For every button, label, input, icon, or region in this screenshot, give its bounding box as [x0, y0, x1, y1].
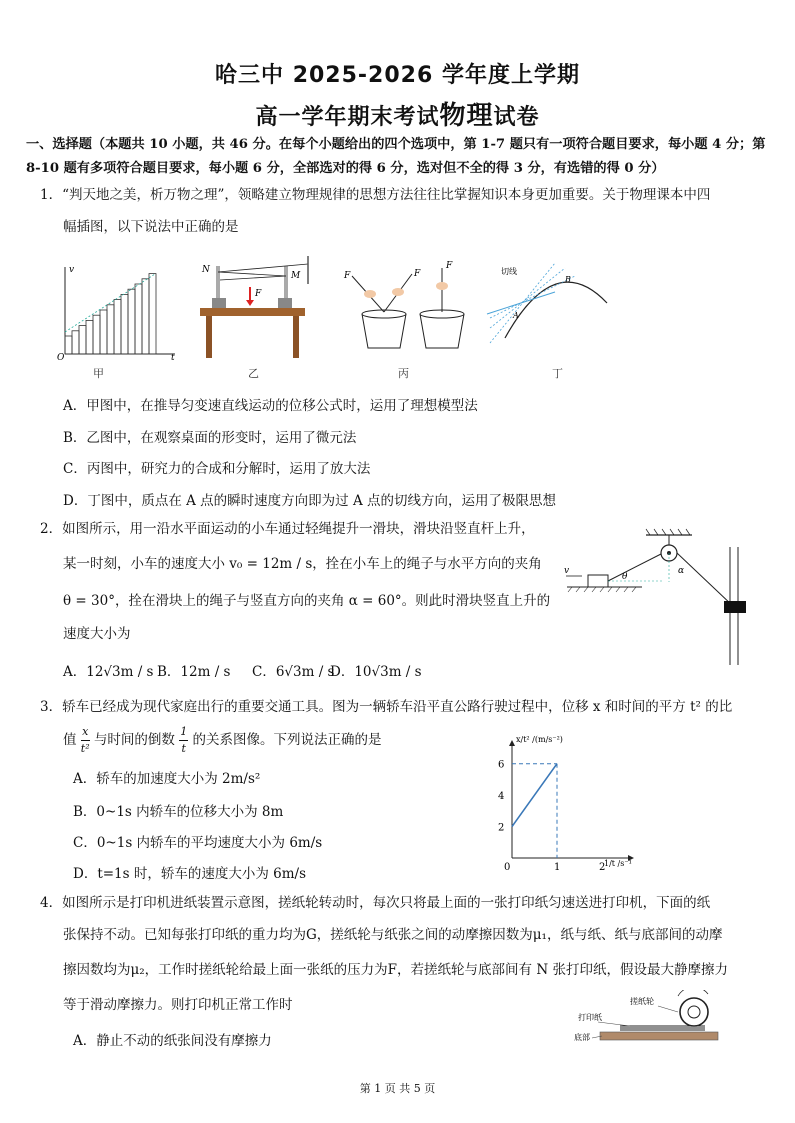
exam-title-line1: 哈三中 2025-2026 学年度上学期 — [215, 63, 580, 88]
fig-label-jia: 甲 — [93, 367, 104, 380]
q3-option-d: D．t=1s 时，轿车的速度大小为 6m/s — [73, 866, 307, 882]
chart-ylabel: x/t² /(m/s⁻²) — [516, 735, 563, 744]
y-tick-label: 4 — [498, 791, 505, 803]
series-line — [512, 764, 557, 827]
q1-figure-bing — [340, 256, 465, 356]
q1-figure-ding — [485, 258, 615, 358]
step-bar — [93, 315, 100, 354]
q3-option-b: B．0~1s 内轿车的位移大小为 8m — [73, 804, 284, 820]
label-alpha: α — [678, 566, 685, 576]
q3-line1: 3．轿车已经成为现代家庭出行的重要交通工具。图为一辆轿车沿平直公路行驶过程中，位移 x 和时间的平方 t² 的比 — [40, 699, 733, 715]
q4-line4: 等于滑动摩擦力。则打印机正常工作时 — [63, 997, 293, 1013]
q3-line2-mid: 与时间的倒数 — [93, 732, 175, 748]
label-f1: F — [344, 271, 351, 281]
q3-frac1-den: t² — [80, 742, 90, 755]
q2-option-d: D．10√3m / s — [330, 664, 422, 680]
x-tick-label: 2 — [599, 862, 606, 873]
q3-line2-prefix: 值 — [63, 732, 77, 748]
q4-line1: 4．如图所示是打印机进纸装置示意图，搓纸轮转动时，每次只将最上面的一张打印纸匀速送进打印机，下面的纸 — [40, 895, 711, 911]
step-bar — [142, 279, 149, 354]
q3-option-a: A．轿车的加速度大小为 2m/s² — [73, 771, 261, 787]
label-b: B — [565, 275, 571, 284]
label-a: A — [513, 311, 519, 320]
q3-frac2 — [179, 724, 188, 757]
chart-xlabel: 1/t /s⁻¹ — [604, 859, 632, 868]
step-bar — [86, 320, 93, 354]
q2-line3: θ = 30°，拴在滑块上的绳子与竖直方向的夹角 α = 60°。则此时滑块竖直上升的 — [63, 593, 551, 609]
label-v0: v — [564, 566, 570, 576]
step-bar — [128, 289, 135, 354]
q1-option-b: B．乙图中，在观察桌面的形变时，运用了微元法 — [63, 430, 357, 446]
q1-option-a: A．甲图中，在推导匀变速直线运动的位移公式时，运用了理想模型法 — [63, 398, 478, 414]
label-roller: 搓纸轮 — [630, 997, 654, 1006]
label-tangent: 切线 — [501, 267, 517, 276]
step-bar — [79, 326, 86, 354]
q2-option-a: A．12√3m / s — [63, 664, 154, 680]
step-bar — [107, 305, 114, 354]
q4-option-a: A．静止不动的纸张间没有摩擦力 — [73, 1033, 272, 1049]
q3-line2-suffix: 的关系图像。下列说法正确的是 — [192, 732, 382, 748]
q1-stem-line2: 幅插图，以下说法中正确的是 — [63, 219, 239, 235]
y-axis-arrow — [509, 740, 515, 746]
exam-title-line2 — [0, 95, 795, 132]
label-base: 底部 — [574, 1033, 590, 1042]
q4-figure-printer — [570, 990, 725, 1050]
label-f3: F — [446, 261, 453, 271]
y-tick-label: 6 — [498, 759, 505, 771]
title-subject: 物理 — [439, 101, 494, 131]
q1-figure-yi — [190, 254, 315, 359]
title-suffix: 试卷 — [493, 105, 540, 130]
q3-frac2-den: t — [181, 742, 186, 755]
label-theta: θ — [622, 572, 628, 582]
step-bar — [72, 331, 79, 354]
step-bar — [149, 274, 156, 354]
step-bar — [114, 300, 121, 354]
q1-option-c: C．丙图中，研究力的合成和分解时，运用了放大法 — [63, 461, 371, 477]
y-tick-label: 2 — [498, 822, 505, 834]
q1-option-d: D．丁图中，质点在 A 点的瞬时速度方向即为过 A 点的切线方向，运用了极限思想 — [63, 493, 556, 509]
label-n: N — [202, 265, 210, 275]
q3-frac1 — [81, 724, 90, 757]
q2-line4: 速度大小为 — [63, 626, 131, 642]
x-tick-label: 1 — [554, 862, 561, 873]
step-bar — [121, 294, 128, 354]
label-paper: 打印纸 — [578, 1013, 602, 1022]
q2-line2: 某一时刻，小车的速度大小 v₀ = 12m / s，拴在小车上的绳子与水平方向的夹角 — [63, 556, 542, 572]
page-footer: 第 1 页 共 5 页 — [359, 1082, 436, 1095]
axis-origin-label: O — [57, 353, 65, 362]
q3-line2 — [63, 724, 382, 757]
q3-frac2-num: 1 — [179, 724, 188, 741]
fig-label-yi: 乙 — [248, 367, 259, 380]
q4-line3: 擦因数均为μ₂，工作时搓纸轮给最上面一张纸的压力为F，若搓纸轮与底部间有 N 张打印纸，假设最大静摩擦力 — [63, 962, 728, 978]
step-bar — [135, 284, 142, 354]
axis-t-label: t — [171, 353, 175, 362]
title-prefix: 高一学年期末考试 — [255, 105, 440, 130]
q3-chart — [488, 730, 638, 880]
step-bar — [100, 310, 107, 354]
q2-option-b: B．12m / s — [157, 664, 231, 680]
label-f2: F — [414, 269, 421, 279]
section-heading: 一、选择题（本题共 10 小题，共 46 分。在每个小题给出的四个选项中，第 1-7 题只有一项符合题目要求，每小题 4 分；第 8-10 题有多项符合题目要求，每小题 6 分，全部选对的得 6 分，选对但不全的得 3 分，有选错的得 0 分） — [26, 137, 766, 176]
q2-option-c: C．6√3m / s — [252, 664, 335, 680]
q1-stem-line1: 1．“判天地之美，析万物之理”，领略建立物理规律的思想方法往往比掌握知识本身更加重要。关于物理课本中四 — [40, 187, 711, 203]
q2-figure-car-pulley — [562, 527, 762, 667]
label-m: M — [291, 271, 301, 281]
fig-label-ding: 丁 — [552, 367, 563, 380]
q2-line1: 2．如图所示，用一沿水平面运动的小车通过轻绳提升一滑块，滑块沿竖直杆上升， — [40, 521, 535, 537]
q4-line2: 张保持不动。已知每张打印纸的重力均为G，搓纸轮与纸张之间的动摩擦因数为μ₁，纸与纸、纸与底部间的动摩 — [63, 927, 723, 943]
label-f: F — [255, 289, 262, 299]
q3-frac1-num: x — [81, 724, 90, 741]
step-bar — [65, 336, 72, 354]
fig-label-bing: 丙 — [398, 367, 409, 380]
x-tick-label: 0 — [504, 862, 511, 873]
q3-option-c: C．0~1s 内轿车的平均速度大小为 6m/s — [73, 835, 323, 851]
q1-figure-jia — [55, 262, 180, 362]
axis-v-label: v — [69, 265, 75, 275]
